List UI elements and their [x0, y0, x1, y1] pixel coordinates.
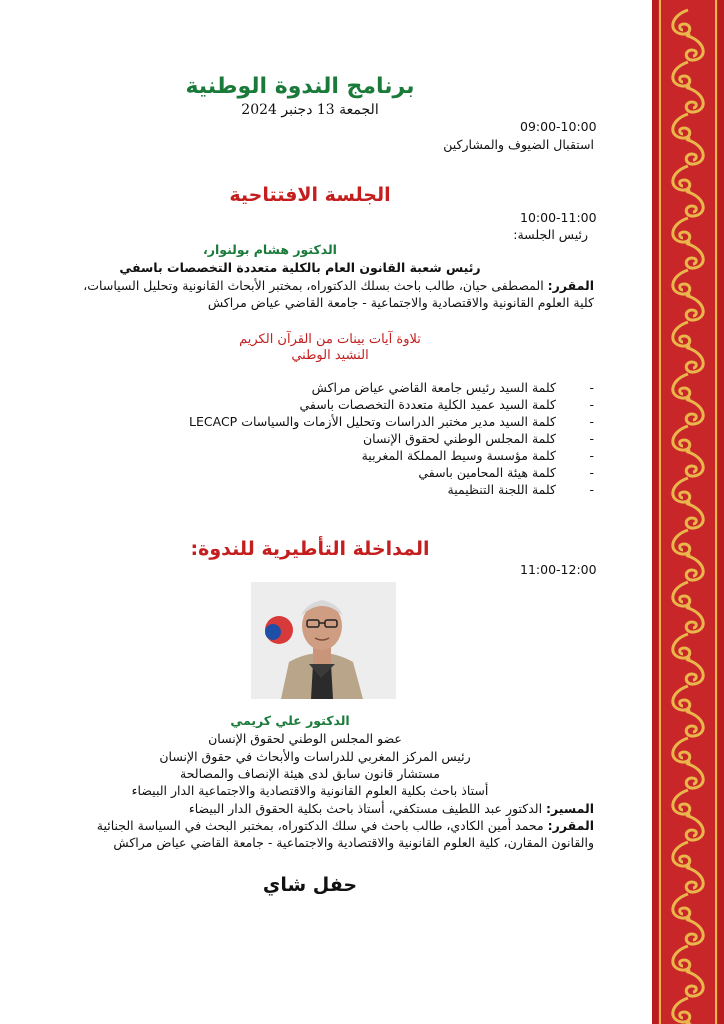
program-date: الجمعة 13 دجنبر 2024 [241, 102, 379, 118]
keynote-rapporteur-label: المقرر: [547, 818, 594, 833]
quran-recitation: تلاوة آيات بينات من القرآن الكريم [239, 332, 421, 347]
speech-item: - كلمة اللجنة التنظيمية [447, 482, 594, 497]
list-dash: - [589, 482, 594, 497]
speech-item: - كلمة السيد عميد الكلية متعددة التخصصات باسفي [299, 397, 594, 412]
speech-item: - كلمة السيد مدير مختبر الدراسات وتحليل الأزمات والسياسات LECACP [189, 414, 594, 429]
list-dash: - [589, 414, 594, 429]
chair-role: رئيس شعبة القانون العام بالكلية متعددة التخصصات باسفي [119, 260, 481, 275]
speech-item: - كلمة السيد رئيس جامعة القاضي عياض مراكش [311, 380, 594, 395]
keynote-rapporteur-line2: والقانون المقارن، كلية العلوم القانونية والاقتصادية والاجتماعية - جامعة القاضي عياض مراكش [113, 835, 594, 850]
opening-time: 10:00-11:00 [520, 210, 597, 225]
list-dash: - [589, 448, 594, 463]
list-dash: - [589, 380, 594, 395]
keynote-time: 11:00-12:00 [520, 562, 597, 577]
keynote-speaker-name: الدكتور علي كريمي [230, 713, 350, 728]
speaker-role-4: أستاذ باحث بكلية العلوم القانونية والاقتصادية والاجتماعية الدار البيضاء [131, 783, 489, 798]
list-dash: - [589, 397, 594, 412]
opening-rapporteur-line2: كلية العلوم القانونية والاقتصادية والاجتماعية - جامعة القاضي عياض مراكش [207, 295, 594, 310]
reception-label: استقبال الضيوف والمشاركين [443, 137, 594, 152]
speaker-role-1: عضو المجلس الوطني لحقوق الإنسان [208, 731, 402, 746]
national-anthem: النشيد الوطني [291, 348, 369, 363]
chair-name: الدكتور هشام بولنوار، [203, 242, 337, 257]
opening-session-title: الجلسة الافتتاحية [229, 184, 391, 206]
session-chair-label: رئيس الجلسة: [513, 227, 588, 242]
rapporteur-text: المصطفى حيان، طالب باحث بسلك الدكتوراه، بمختبر الأبحاث القانونية وتحليل السياسات، [83, 278, 548, 293]
moderator-text: الدكتور عبد اللطيف مستكفي، أستاذ باحث بكلية الحقوق الدار البيضاء [188, 801, 547, 816]
tea-party: حفل شاي [262, 874, 358, 896]
list-dash: - [589, 465, 594, 480]
speaker-role-3: مستشار قانون سابق لدى هيئة الإنصاف والمصالحة [180, 766, 440, 781]
keynote-rapporteur-line1 [14, 817, 594, 834]
program-title: برنامج الندوة الوطنية [185, 74, 415, 99]
reception-time: 09:00-10:00 [520, 119, 597, 134]
speeches-list [124, 379, 594, 498]
keynote-moderator [34, 800, 594, 817]
ornament-pattern-icon [652, 0, 724, 1024]
speech-item: - كلمة مؤسسة وسيط المملكة المغربية [361, 448, 594, 463]
moderator-label: المسير: [546, 801, 594, 816]
keynote-title: المداخلة التأطيرية للندوة: [190, 538, 430, 560]
rapporteur-label: المقرر: [547, 278, 594, 293]
list-dash: - [589, 431, 594, 446]
opening-rapporteur-line1 [34, 277, 594, 294]
keynote-rapporteur-text: محمد أمين الكادي، طالب باحث في سلك الدكتوراه، بمختبر البحث في السياسة الجنائية [96, 818, 548, 833]
speech-item: - كلمة هيئة المحامين باسفي [418, 465, 594, 480]
speech-item: - كلمة المجلس الوطني لحقوق الإنسان [362, 431, 594, 446]
decorative-border [652, 0, 724, 1024]
speaker-photo [251, 582, 396, 699]
speaker-role-2: رئيس المركز المغربي للدراسات والأبحاث في حقوق الإنسان [159, 749, 471, 764]
speaker-portrait-icon [251, 582, 396, 699]
